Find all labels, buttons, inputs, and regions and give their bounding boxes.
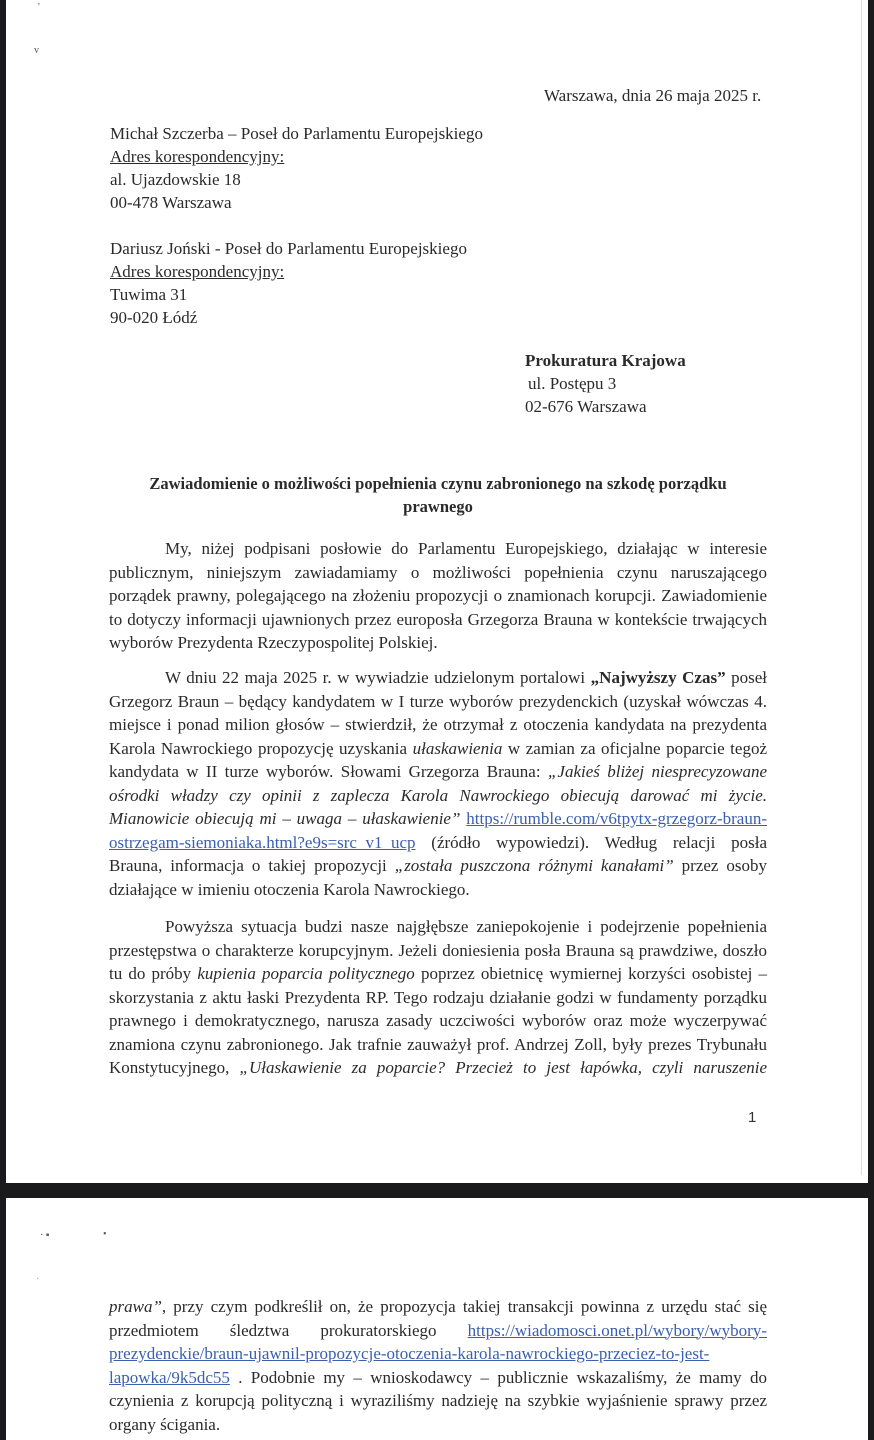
paragraph-line bbox=[109, 737, 767, 761]
onet-link[interactable]: https://wiadomosci.onet.pl/wybory/wybory- bbox=[467, 1320, 767, 1340]
text-span: , przy czym podkreślił on, że propozycja takiej transakcji powinna z urzędu stać się bbox=[161, 1297, 767, 1316]
text-span: poseł bbox=[725, 668, 767, 687]
paragraph-line: przestępstwa o charakterze korupcyjnym. Jeżeli doniesienia posła Brauna są prawdziwe, doszło bbox=[109, 940, 767, 960]
paragraph-line: to dotyczy informacji ujawnionych przez europosła Grzegorza Brauna w kontekście trwających bbox=[109, 609, 767, 629]
text-span: Konstytucyjnego, bbox=[109, 1058, 240, 1077]
sender1-city: 00-478 Warszawa bbox=[110, 193, 232, 212]
paragraph-line bbox=[109, 666, 767, 690]
paragraph-line bbox=[109, 1366, 767, 1390]
sender1-name: Michał Szczerba – Poseł do Parlamentu Europejskiego bbox=[110, 124, 483, 143]
recipient-city: 02-676 Warszawa bbox=[525, 397, 647, 416]
text-span: Brauna, informacja o takiej propozycji bbox=[109, 856, 395, 875]
paragraph-line: czynienia z korupcją polityczną i wyraziliśmy nadzieję na szybkie wyjaśnienie sprawy przez bbox=[109, 1391, 767, 1410]
paragraph-line bbox=[109, 1342, 767, 1366]
quote: „została puszczona różnymi kanałami” bbox=[394, 856, 674, 875]
paragraph-line: działające w imieniu otoczenia Karola Nawrockiego. bbox=[109, 879, 470, 899]
paragraph-line: organy ścigania. bbox=[109, 1414, 221, 1434]
paragraph-line: skorzystania z aktu łaski Prezydenta RP. Tego rodzaju działanie godzi w fundamenty porządku bbox=[109, 987, 767, 1007]
paragraph-line: wyborów Prezydenta Rzeczypospolitej Polskiej. bbox=[109, 633, 438, 652]
paragraph-line bbox=[109, 1319, 767, 1343]
paragraph-line: miejsce i ponad milion głosów – stwierdził, że otrzymał z otoczenia kandydata na prezydenta bbox=[109, 715, 767, 734]
quote: Mianowicie obiecują mi – uwaga – ułaskawienie” bbox=[109, 809, 461, 828]
recipient-street: ul. Postępu 3 bbox=[528, 374, 617, 393]
paragraph-line bbox=[109, 1056, 767, 1080]
paragraph-1 bbox=[109, 537, 767, 655]
scan-artifact: · ▪ bbox=[40, 1230, 50, 1241]
emphasis: kupienia poparcia politycznego bbox=[197, 964, 415, 983]
date-line: Warszawa, dnia 26 maja 2025 r. bbox=[544, 86, 762, 105]
quote: prawa” bbox=[109, 1297, 162, 1316]
text-span: przez osoby bbox=[673, 856, 767, 875]
document-title bbox=[109, 472, 767, 518]
paragraph-3 bbox=[109, 915, 767, 1080]
sender1-address-label: Adres korespondencyjny: bbox=[110, 147, 285, 166]
rumble-link-cont[interactable]: ostrzegam-siemoniaka.html?e9s=src_v1_ucp bbox=[109, 832, 416, 852]
rumble-link[interactable]: https://rumble.com/v6tpytx-grzegorz-braun- bbox=[466, 809, 767, 828]
document-page-1 bbox=[6, 0, 868, 1183]
paragraph-line: publicznym, niniejszym zawiadamiamy o możliwości popełnienia czynu naruszającego bbox=[109, 562, 767, 582]
title-line-2: prawnego bbox=[403, 497, 473, 516]
sender1-street: al. Ujazdowskie 18 bbox=[110, 170, 241, 189]
text-span: kandydata w II turze wyborów. Słowami Grzegorza Brauna: bbox=[109, 762, 548, 781]
text-span: przedmiotem śledztwa prokuratorskiego bbox=[109, 1320, 468, 1340]
paragraph-4 bbox=[109, 1295, 767, 1436]
paragraph-line: Grzegorz Braun – będący kandydatem w I turze wyborów prezydenckich (uzyskał wówczas 4. bbox=[109, 691, 767, 711]
text-span: (źródło wypowiedzi). Według relacji posła bbox=[415, 832, 767, 852]
paragraph-line bbox=[109, 854, 767, 878]
sender2-street: Tuwima 31 bbox=[110, 285, 188, 304]
quote: „Jakieś bliżej niesprecyzowane bbox=[547, 762, 767, 781]
scan-artifact: v bbox=[34, 45, 39, 56]
paragraph-line bbox=[109, 962, 767, 986]
title-line-1: Zawiadomienie o możliwości popełnienia czynu zabronionego na szkodę porządku bbox=[149, 474, 727, 493]
quote: „Ułaskawienie za poparcie? Przecież to jest łapówka, czyli naruszenie bbox=[239, 1058, 768, 1077]
paragraph-line: My, niżej podpisani posłowie do Parlamentu Europejskiego, działając w interesie bbox=[165, 539, 767, 558]
portal-name: „Najwyższy Czas” bbox=[590, 668, 726, 687]
page-edge bbox=[861, 0, 862, 1175]
paragraph-line bbox=[109, 784, 767, 808]
paragraph-line bbox=[109, 760, 767, 784]
text-span: W dniu 22 maja 2025 r. w wywiadzie udzielonym portalowi bbox=[165, 668, 591, 687]
document-page-2 bbox=[6, 1198, 868, 1440]
sender2-city: 90-020 Łódź bbox=[110, 308, 198, 327]
paragraph-line: znamiona czynu zabronionego. Jak trafnie zauważył prof. Andrzej Zoll, były prezes Trybunału bbox=[109, 1034, 767, 1054]
paragraph-line bbox=[109, 1295, 767, 1319]
text-span: tu do próby bbox=[109, 964, 198, 983]
recipient-name: Prokuratura Krajowa bbox=[525, 351, 686, 370]
quote: ośrodki władzy czy opinii z zaplecza Karola Nawrockiego obiecują darować mi życie. bbox=[109, 785, 767, 805]
scan-artifact: · bbox=[36, 1274, 40, 1285]
paragraph-line: prawnego i demokratycznego, narusza zasady uczciwości wyborów oraz może wyczerpywać bbox=[109, 1011, 767, 1030]
scan-artifact: ' bbox=[38, 2, 40, 13]
text-span: poprzez obietnicę wymiernej korzyści osobistej – bbox=[414, 964, 767, 983]
text-span: w zamian za oficjalne poparcie tegoż bbox=[502, 738, 767, 758]
onet-link-cont[interactable]: prezydenckie/braun-ujawnil-propozycje-otoczenia-karola-nawrockiego-przeciez-to-jest- bbox=[109, 1344, 710, 1363]
paragraph-line: Powyższa sytuacja budzi nasze najgłębsze zaniepokojenie i podejrzenie popełnienia bbox=[165, 917, 767, 936]
paragraph-line bbox=[109, 831, 767, 855]
text-span: . Podobnie my – wnioskodawcy – publicznie wskazaliśmy, że mamy do bbox=[229, 1367, 767, 1387]
onet-link-end[interactable]: lapowka/9k5dc55 bbox=[109, 1367, 230, 1387]
sender2-name: Dariusz Joński - Poseł do Parlamentu Europejskiego bbox=[110, 239, 467, 258]
text-span: Karola Nawrockiego propozycję uzyskania bbox=[109, 738, 413, 758]
page-number: 1 bbox=[748, 1109, 757, 1126]
scan-artifact: • bbox=[103, 1229, 107, 1240]
paragraph-2 bbox=[109, 666, 767, 901]
sender2-address-label: Adres korespondencyjny: bbox=[110, 262, 285, 281]
paragraph-line: porządek prawny, polegającego na złożeniu propozycji o znamionach korupcji. Zawiadomienie bbox=[109, 586, 767, 605]
emphasis: ułaskawienia bbox=[412, 738, 503, 758]
paragraph-line bbox=[109, 807, 767, 831]
